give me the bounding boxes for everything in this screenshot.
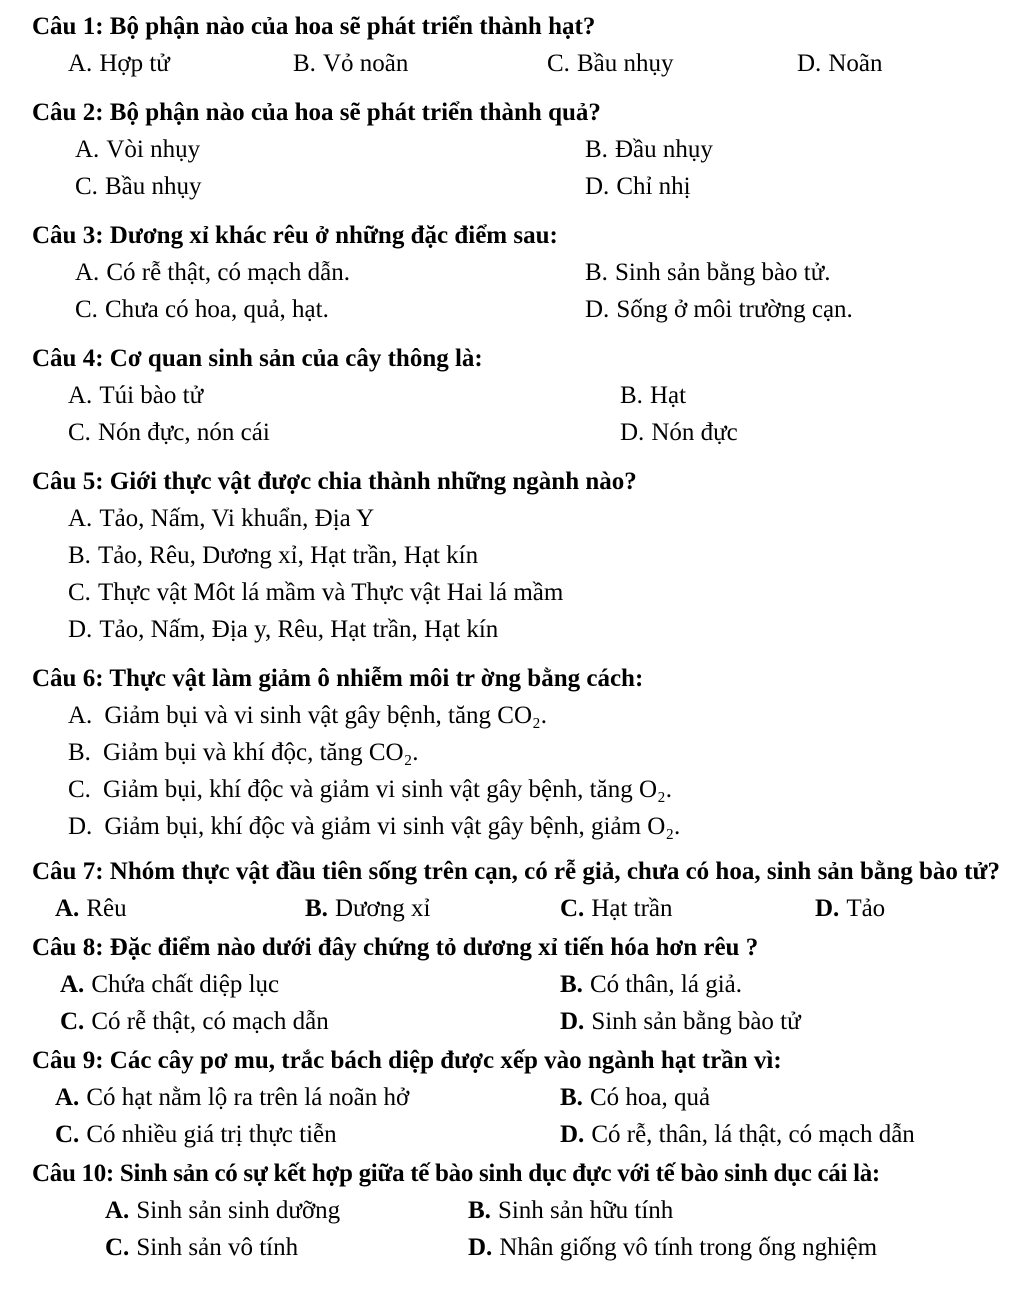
question-10-title: Câu 10: Sinh sản có sự kết hợp giữa tế bào sinh dục đực với tế bào sinh dục cái là: — [32, 1160, 880, 1187]
question-5-options — [68, 500, 1014, 648]
option-text: Vỏ noãn — [322, 50, 409, 77]
question-5-option-a — [68, 500, 1014, 537]
question-10-option-b — [468, 1192, 1014, 1229]
option-text: Bầu nhụy — [576, 50, 674, 77]
question-5-option-c — [68, 574, 1014, 611]
question-9-options — [55, 1079, 1014, 1153]
question-10-option-a — [105, 1192, 468, 1229]
option-letter: D. — [468, 1234, 493, 1261]
option-letter: B. — [620, 382, 643, 409]
option-text: Có rễ thật, có mạch dẫn — [91, 1008, 329, 1035]
question-6-option-b — [68, 734, 1014, 771]
option-text: Sinh sản sinh dưỡng — [136, 1197, 341, 1224]
option-letter: C. — [547, 50, 570, 77]
option-letter: A. — [55, 895, 80, 922]
question-6-title: Câu 6: Thực vật làm giảm ô nhiễm môi tr ờng bằng cách: — [32, 665, 644, 692]
option-text: Nón đực, nón cái — [97, 419, 270, 446]
option-text: Sinh sản hữu tính — [497, 1197, 674, 1224]
option-letter: B. — [468, 1197, 491, 1224]
question-4 — [32, 340, 1014, 451]
question-1-option-d — [797, 45, 1014, 82]
question-4-options — [68, 377, 1014, 451]
question-7-title: Câu 7: Nhóm thực vật đầu tiên sống trên cạn, có rễ giả, chưa có hoa, sinh sản bằng bào tử? — [32, 858, 1000, 885]
question-2-option-c — [75, 168, 585, 205]
option-text: Dương xỉ — [334, 895, 431, 922]
question-8-option-d — [560, 1003, 1014, 1040]
question-4-option-c — [68, 414, 620, 451]
question-2-options — [75, 131, 1014, 205]
option-text: Sinh sản bằng bào tử — [591, 1008, 801, 1035]
question-9-option-a — [55, 1079, 560, 1116]
option-text: Giảm bụi và khí độc, tăng CO₂. — [102, 739, 419, 766]
option-text: Thực vật Môt lá mầm và Thực vật Hai lá mầm — [97, 579, 564, 606]
question-3-options — [75, 254, 1014, 328]
option-letter: C. — [560, 895, 585, 922]
option-text: Có thân, lá giả. — [589, 971, 742, 998]
question-1-title: Câu 1: Bộ phận nào của hoa sẽ phát triển thành hạt? — [32, 13, 596, 40]
option-letter: A. — [105, 1197, 130, 1224]
option-text: Có hạt nằm lộ ra trên lá noãn hở — [86, 1084, 410, 1111]
question-7-option-c — [560, 890, 815, 927]
option-letter: C. — [105, 1234, 130, 1261]
option-letter: B. — [68, 739, 91, 766]
option-text: Có rễ thật, có mạch dẫn. — [106, 259, 350, 286]
question-4-option-a — [68, 377, 620, 414]
question-5 — [32, 463, 1014, 648]
option-letter: A. — [60, 971, 85, 998]
option-letter: B. — [585, 136, 608, 163]
option-text: Đầu nhụy — [614, 136, 713, 163]
option-text: Tảo — [846, 895, 886, 922]
option-letter: C. — [68, 579, 91, 606]
question-10-option-c — [105, 1229, 468, 1266]
question-6-options — [68, 697, 1014, 845]
option-letter: B. — [560, 971, 583, 998]
question-10-options — [105, 1192, 1014, 1266]
question-5-option-d — [68, 611, 1014, 648]
option-text: Giảm bụi và vi sinh vật gây bệnh, tăng CO₂. — [104, 702, 547, 729]
option-text: Rêu — [86, 895, 127, 922]
option-letter: D. — [560, 1008, 585, 1035]
option-text: Chứa chất diệp lục — [91, 971, 280, 998]
question-8-option-c — [60, 1003, 560, 1040]
option-text: Túi bào tử — [99, 382, 204, 409]
option-letter: B. — [585, 259, 608, 286]
question-7-options — [55, 890, 1014, 927]
question-2-option-d — [585, 168, 1014, 205]
question-9-option-b — [560, 1079, 1014, 1116]
question-9 — [32, 1042, 1014, 1153]
option-text: Sống ở môi trường cạn. — [616, 296, 853, 323]
option-letter: D. — [560, 1121, 585, 1148]
question-9-option-d — [560, 1116, 1014, 1153]
question-5-title: Câu 5: Giới thực vật được chia thành những ngành nào? — [32, 468, 637, 495]
option-letter: D. — [585, 296, 610, 323]
question-7-option-a — [55, 890, 305, 927]
option-text: Có rễ, thân, lá thật, có mạch dẫn — [591, 1121, 915, 1148]
question-1-option-b — [293, 45, 547, 82]
option-text: Tảo, Rêu, Dương xỉ, Hạt trần, Hạt kín — [97, 542, 479, 569]
question-3-option-b — [585, 254, 1014, 291]
question-6-option-d — [68, 808, 1014, 845]
option-letter: A. — [68, 382, 93, 409]
question-8-option-b — [560, 966, 1014, 1003]
question-2-title: Câu 2: Bộ phận nào của hoa sẽ phát triển thành quả? — [32, 99, 601, 126]
option-text: Giảm bụi, khí độc và giảm vi sinh vật gây bệnh, tăng O₂. — [102, 776, 672, 803]
option-text: Có hoa, quả — [589, 1084, 711, 1111]
question-10-option-d — [468, 1229, 1014, 1266]
question-7 — [32, 853, 1014, 927]
question-3 — [32, 217, 1014, 328]
question-8-option-a — [60, 966, 560, 1003]
option-text: Tảo, Nấm, Vi khuẩn, Địa Y — [99, 505, 375, 532]
option-letter: A. — [68, 702, 93, 729]
question-1-option-c — [547, 45, 797, 82]
question-2-option-a — [75, 131, 585, 168]
option-letter: D. — [797, 50, 822, 77]
option-letter: D. — [68, 616, 93, 643]
option-text: Noãn — [828, 50, 883, 77]
question-4-option-d — [620, 414, 1014, 451]
option-letter: A. — [68, 50, 93, 77]
question-4-option-b — [620, 377, 1014, 414]
option-text: Nón đực — [651, 419, 738, 446]
option-text: Chỉ nhị — [616, 173, 691, 200]
question-4-title: Câu 4: Cơ quan sinh sản của cây thông là: — [32, 345, 483, 372]
option-letter: D. — [620, 419, 645, 446]
option-text: Vòi nhụy — [106, 136, 201, 163]
option-letter: D. — [585, 173, 610, 200]
option-letter: A. — [68, 505, 93, 532]
question-9-option-c — [55, 1116, 560, 1153]
question-2-option-b — [585, 131, 1014, 168]
option-letter: B. — [68, 542, 91, 569]
question-1 — [32, 8, 1014, 82]
question-6-option-a — [68, 697, 1014, 734]
option-letter: B. — [293, 50, 316, 77]
option-text: Sinh sản vô tính — [136, 1234, 299, 1261]
question-6 — [32, 660, 1014, 845]
option-text: Giảm bụi, khí độc và giảm vi sinh vật gây bệnh, giảm O₂. — [104, 813, 681, 840]
option-text: Hợp tử — [99, 50, 170, 77]
question-8-options — [60, 966, 1014, 1040]
question-7-option-d — [815, 890, 1014, 927]
option-text: Tảo, Nấm, Địa y, Rêu, Hạt trần, Hạt kín — [99, 616, 499, 643]
question-7-option-b — [305, 890, 560, 927]
option-letter: A. — [75, 259, 100, 286]
option-letter: C. — [68, 776, 91, 803]
question-1-option-a — [68, 45, 293, 82]
option-letter: B. — [560, 1084, 583, 1111]
question-3-option-c — [75, 291, 585, 328]
question-2 — [32, 94, 1014, 205]
option-letter: A. — [55, 1084, 80, 1111]
question-3-title: Câu 3: Dương xỉ khác rêu ở những đặc điểm sau: — [32, 222, 558, 249]
option-letter: C. — [60, 1008, 85, 1035]
option-text: Sinh sản bằng bào tử. — [614, 259, 831, 286]
question-8 — [32, 929, 1014, 1040]
option-text: Hạt trần — [591, 895, 673, 922]
question-3-option-a — [75, 254, 585, 291]
option-letter: B. — [305, 895, 328, 922]
option-letter: C. — [75, 296, 98, 323]
option-letter: D. — [815, 895, 840, 922]
question-10 — [32, 1155, 1014, 1266]
question-8-title: Câu 8: Đặc điểm nào dưới đây chứng tỏ dương xỉ tiến hóa hơn rêu ? — [32, 934, 759, 961]
option-text: Hạt — [649, 382, 687, 409]
option-letter: C. — [68, 419, 91, 446]
question-6-option-c — [68, 771, 1014, 808]
option-text: Bầu nhụy — [104, 173, 202, 200]
option-letter: C. — [75, 173, 98, 200]
option-text: Nhân giống vô tính trong ống nghiệm — [499, 1234, 878, 1261]
option-text: Có nhiều giá trị thực tiễn — [86, 1121, 337, 1148]
option-letter: A. — [75, 136, 100, 163]
question-1-options — [68, 45, 1014, 82]
question-3-option-d — [585, 291, 1014, 328]
question-9-title: Câu 9: Các cây pơ mu, trắc bách diệp được xếp vào ngành hạt trần vì: — [32, 1047, 782, 1074]
option-text: Chưa có hoa, quả, hạt. — [104, 296, 329, 323]
option-letter: D. — [68, 813, 93, 840]
option-letter: C. — [55, 1121, 80, 1148]
question-5-option-b — [68, 537, 1014, 574]
